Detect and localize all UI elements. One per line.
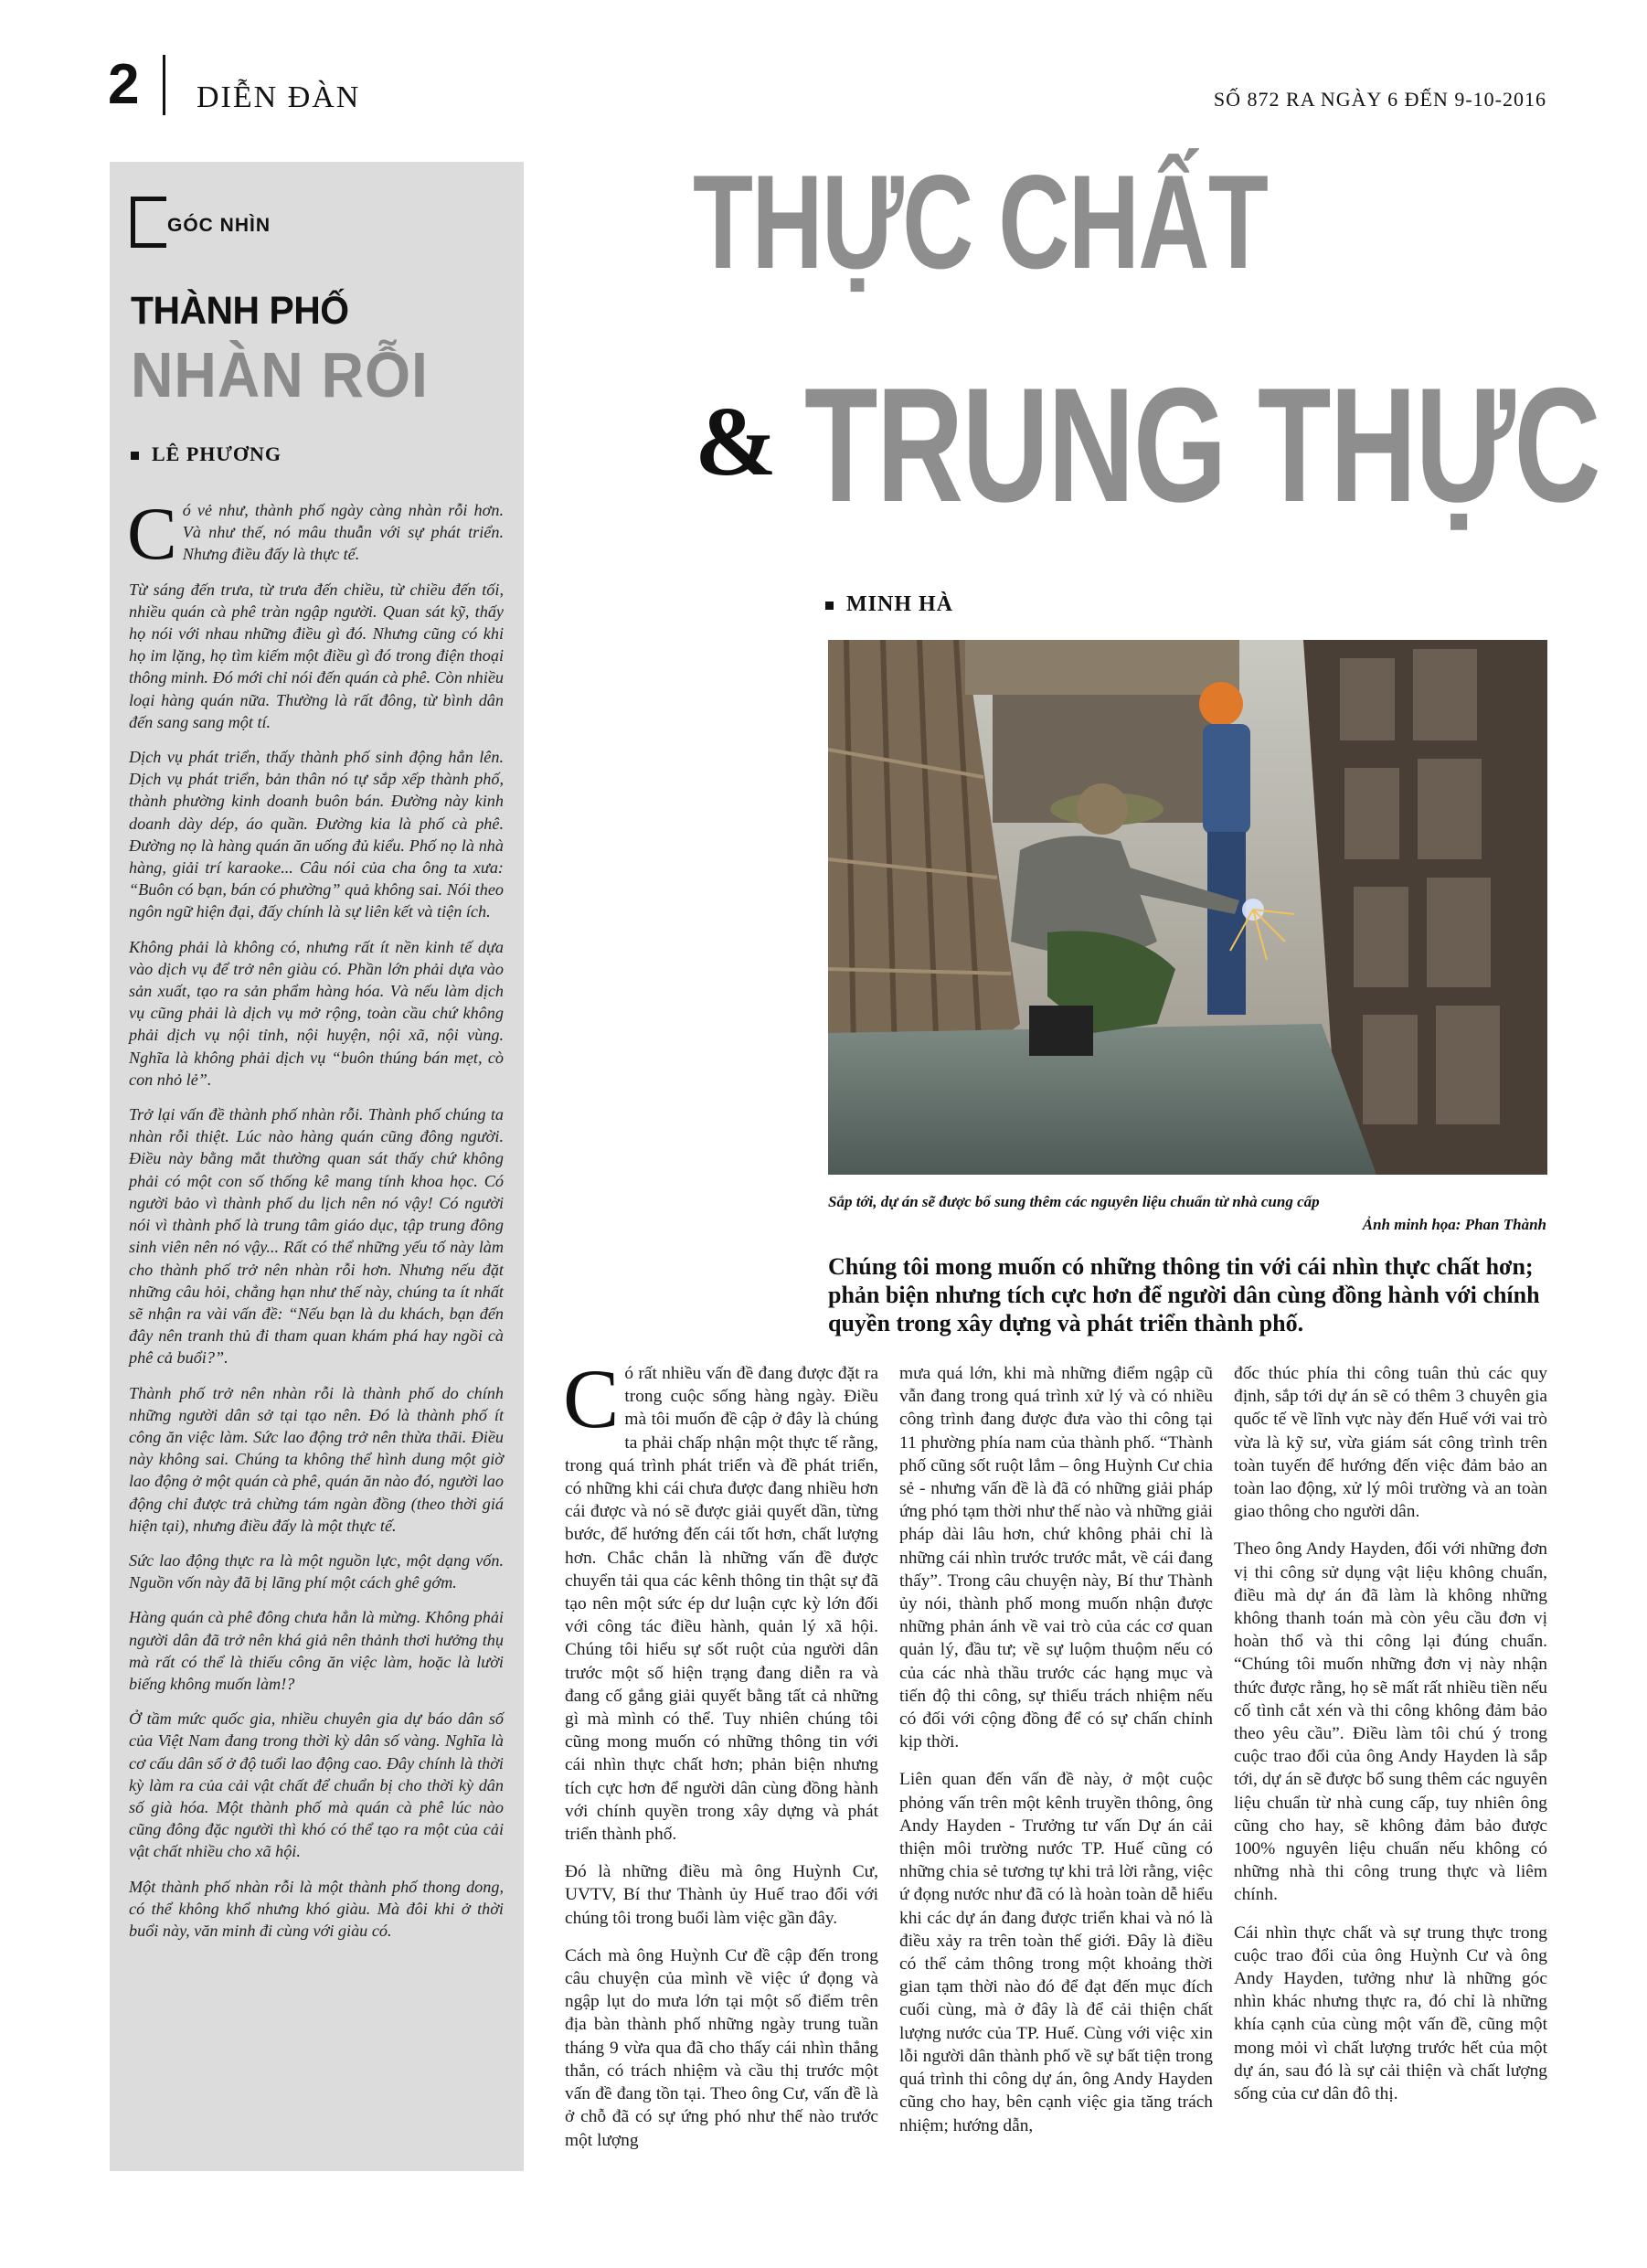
sidebar-first-paragraph: Có vẻ như, thành phố ngày càng nhàn rỗi hơn. Và như thế, nó mâu thuẫn với sự phát triển. Nhưng điều đấy là thực tế. — [127, 492, 504, 575]
article-column-2 — [899, 1362, 1213, 2152]
photo-credit: Ảnh minh họa: Phan Thành — [1362, 1216, 1546, 1233]
article-paragraph: Cái nhìn thực chất và sự trung thực trong cuộc trao đổi của ông Huỳnh Cư và ông Andy Hayden, tưởng như là những góc nhìn khác nhưng thực ra, đó chỉ là những khía cạnh của cùng một vấn đề, cũng một mong mỏi vì chất lượng trước hết của một dự án, sau đó là sự cải thiện và chất lượng sống của cư dân đô thị. — [1234, 1922, 1547, 2104]
article-title-line2: TRUNG THỰC — [804, 354, 1600, 536]
article-paragraph: đốc thúc phía thi công tuân thủ các quy định, sắp tới dự án sẽ có thêm 3 chuyên gia quốc tế về lĩnh vực này đến Huế với vai trò vừa là kỹ sư, vừa giám sát công trình trên toàn tuyến để hướng đến việc đảm bảo an toàn lao động, xử lý môi trường và an toàn giao thông cho người dân. — [1234, 1364, 1547, 1522]
article-column-1 — [563, 1352, 878, 2167]
sidebar-title-line2: NHÀN RỖI — [131, 339, 429, 410]
article-title-ampersand: & — [695, 388, 777, 496]
sidebar-paragraph: Dịch vụ phát triển, thấy thành phố sinh động hẳn lên. Dịch vụ phát triển, bản thân nó tự sắp xếp thành phố, thành phường kinh doanh buôn bán. Đường này kinh doanh dày dép, áo quần. Đường kia là phố cà phê. Đường nọ là hàng quán ăn uống đủ kiểu. Phố nọ là nhà hàng, giải trí karaoke... Câu nói của cha ông ta xưa: “Buôn có bạn, bán có phường” quả không sai. Nói theo ngôn ngữ hiện đại, đấy chính là sự liên kết và tiện ích. — [129, 748, 504, 921]
sidebar-author: LÊ PHƯƠNG — [152, 442, 282, 465]
page-number: 2 — [108, 53, 140, 116]
photo-caption: Sắp tới, dự án sẽ được bổ sung thêm các nguyên liệu chuẩn từ nhà cung cấp — [828, 1193, 1320, 1210]
article-paragraph: Liên quan đến vấn đề này, ở một cuộc phỏng vấn trên một kênh truyền thông, ông Andy Hayden - Trưởng tư vấn Dự án cải thiện môi trường nước TP. Huế cũng có những chia sẻ tương tự khi trả lời rằng, việc ứ đọng nước như đã có là hoàn toàn dễ hiểu khi các dự án đang được triển khai và nó là điều xảy ra trên toàn thế giới. Đây là điều có thể cảm thông trong một khoảng thời gian tạm thời nào đó để đạt đến mục đích cuối cùng, mà ở đây là để cải thiện chất lượng nước của TP. Huế. Cùng với việc xin lỗi người dân thành phố về sự bất tiện trong quá trình thi công dự án, ông Andy Hayden cũng cho hay, bên cạnh việc gia tăng trách nhiệm; hướng dẫn, — [899, 1770, 1213, 2135]
article-paragraph: Có rất nhiều vấn đề đang được đặt ra trong cuộc sống hàng ngày. Điều mà tôi muốn đề cập ở đây là chúng ta phải chấp nhận một thực tế rằng, trong quá trình phát triển và đề phát triển, có những khi cái chưa được đang nhiều hơn cái được và nó sẽ được giải quyết dần, từng bước, để hướng đến cái tốt hơn, chất lượng hơn. Chắc chắn là những vấn đề được chuyển tải qua các kênh thông tin thật sự đã tạo nên một sức ép dư luận cực kỳ lớn đối với công tác điều hành, quản lý xã hội. Chúng tôi hiểu sự sốt ruột của người dân trước một số hiện trạng đang diễn ra và đang cố gắng giải quyết bằng tất cả những gì mà mình có thể. Tuy nhiên chúng tôi cũng mong muốn có những thông tin với cái nhìn thực chất hơn; phản biện nhưng tích cực hơn để người dân cùng đồng hành với chính quyền trong xây dựng và phát triển thành phố. — [563, 1352, 878, 1845]
article-author: MINH HÀ — [846, 592, 953, 616]
sidebar-paragraph: Một thành phố nhàn rỗi là một thành phố thong dong, có thể không khổ nhưng khó giàu. Mà đôi khi ở thời buổi này, văn minh đi cùng với giàu có. — [129, 1877, 504, 1940]
article-dropcap: C — [563, 1352, 620, 1445]
bullet-square-icon — [825, 602, 834, 610]
sidebar-paragraph: Trở lại vấn đề thành phố nhàn rỗi. Thành phố chúng ta nhàn rỗi thiệt. Lúc nào hàng quán cũng đông người. Điều này bằng mắt thường quan sát thấy chứ không phải có một con số thống kê mang tính khoa học. Có người bảo vì thành phố du lịch nên nó vậy! Có người nói vì thành phố là trung tâm giáo dục, tập trung đông sinh viên nên nó vậy... Rất có thể những yếu tố này làm cho thành phố trở nên nhàn rỗi hơn. Nhưng nếu đặt những câu hỏi, chẳng hạn như thế này, chúng ta ít nhất sẽ nhận ra vài vấn đề: “Nếu bạn là du khách, bạn đến đây nên tranh thủ đi tham quan khám phá hay ngồi cà phê cả buổi?”. — [129, 1105, 504, 1368]
article-paragraph: Cách mà ông Huỳnh Cư đề cập đến trong câu chuyện của mình về việc ứ đọng và ngập lụt do mưa lớn tại một số điểm trên địa bàn thành phố những ngày trung tuần tháng 9 vừa qua đã cho thấy cái nhìn thẳng thắn, có trách nhiệm và cầu thị trước một vấn đề đang tồn tại. Theo ông Cư, vấn đề là ở chỗ đã có sự ứng phó như thế nào trước một lượng — [565, 1945, 878, 2150]
article-lead: Chúng tôi mong muốn có những thông tin với cái nhìn thực chất hơn; phản biện nhưng tích cực hơn để người dân cùng đồng hành với chính quyền trong xây dựng và phát triển thành phố. — [828, 1253, 1540, 1336]
article-photo — [828, 640, 1547, 1175]
sidebar-byline — [131, 442, 282, 466]
article-paragraph: Theo ông Andy Hayden, đối với những đơn vị thi công sử dụng vật liệu không chuẩn, điều mà dự án đã làm là không những không thanh toán mà còn yêu cầu đơn vị hoàn thổ và thi công lại đúng chuẩn. “Chúng tôi muốn những đơn vị này nhận thức được rằng, họ sẽ mất rất nhiều tiền nếu cố tình cắt xén và thi công không đảm bảo theo yêu cầu”. Điều làm tôi chú ý trong cuộc trao đổi của ông Andy Hayden là sắp tới, dự án sẽ được bổ sung thêm các nguyên liệu chuẩn từ nhà cung cấp, tuy nhiên ông cũng cho hay, sẽ không đảm bảo được 100% nguyên liệu chuẩn nếu không có những nhà thi công trung thực và liêm chính. — [1234, 1539, 1547, 1905]
article-paragraph: mưa quá lớn, khi mà những điểm ngập cũ vẫn đang trong quá trình xử lý và có nhiều công trình đang được đưa vào thi công tại 11 phường phía nam của thành phố. “Thành phố cũng sốt ruột lắm – ông Huỳnh Cư chia sẻ - nhưng vấn đề là đã có những giải pháp ứng phó tạm thời như thế nào và những giải pháp dài lâu hơn, chứ không phải chỉ là những cái nhìn trước trước mắt, về cái đang thấy”. Trong câu chuyện này, Bí thư Thành ủy nói, thành phố mong muốn nhận được những phản ánh về vai trò của các cơ quan quản lý, đầu tư; về sự luộm thuộm nếu có của các nhà thầu trước các hạng mục và tiến độ thi công, sự thiếu trách nhiệm nếu có đối với cộng đồng để có sự chấn chỉnh kịp thời. — [899, 1364, 1213, 1752]
sidebar-paragraph: Ở tầm mức quốc gia, nhiều chuyên gia dự báo dân số của Việt Nam đang trong thời kỳ dân số vàng. Nghĩa là cơ cấu dân số ở độ tuổi lao động cao. Đây chính là thời kỳ làm ra của cải vật chất để chuẩn bị cho thời kỳ dân số già hóa. Một thành phố mà quán cà phê lúc nào cũng đông đặc người thì khó có thể tạo ra một của cải vật chất nhiều cho xã hội. — [129, 1709, 504, 1861]
bullet-square-icon — [131, 452, 139, 460]
sidebar-paragraph: Thành phố trở nên nhàn rỗi là thành phố do chính những người dân sở tại tạo nên. Đó là thành phố ít công ăn việc làm. Sức lao động trở nên thừa thãi. Điều này không sai. Chúng ta không thể hình dung một giờ lao động ở một quán cà phê, quán ăn nào đó, người lao động chỉ được trả chừng tám ngàn đồng (theo thời giá hiện tại), nhưng điều đấy là một thực tế. — [129, 1383, 504, 1535]
issue-date: SỐ 872 RA NGÀY 6 ĐẾN 9-10-2016 — [1213, 88, 1546, 111]
sidebar-body — [127, 492, 504, 1954]
article-title-line1: THỰC CHẤT — [693, 147, 1268, 296]
article-byline — [825, 592, 953, 617]
article-paragraph: Đó là những điều mà ông Huỳnh Cư, UVTV, Bí thư Thành ủy Huế trao đổi với chúng tôi trong buổi làm việc gần đây. — [565, 1862, 878, 1928]
sidebar-paragraph: Không phải là không có, nhưng rất ít nền kinh tế dựa vào dịch vụ để trở nên giàu có. Phần lớn phải dựa vào sản xuất, tạo ra sản phẩm hàng hóa. Và nếu làm dịch vụ cũng phải là dịch vụ mở rộng, toàn cầu chứ không phải dịch vụ nội tỉnh, nội huyện, nội xã, nội vùng. Nghĩa là không phải dịch vụ “buôn thúng bán mẹt, cò con nhỏ lẻ”. — [129, 937, 504, 1089]
sidebar-title-line1: THÀNH PHỐ — [131, 289, 349, 333]
sidebar-kicker: GÓC NHÌN — [167, 215, 271, 236]
kicker-bracket-icon — [131, 197, 166, 248]
section-name: DIỄN ĐÀN — [197, 80, 361, 114]
sidebar-paragraph: Hàng quán cà phê đông chưa hẳn là mừng. Không phải người dân đã trở nên khá giả nên thảnh thơi hưởng thụ mà rất có thể là thiếu công ăn việc làm, hoặc là lười biếng không muốn làm!? — [129, 1608, 504, 1693]
article-column-3 — [1234, 1362, 1547, 2120]
sidebar-paragraph: Từ sáng đến trưa, từ trưa đến chiều, từ chiều đến tối, nhiều quán cà phê tràn ngập người. Quan sát kỹ, thấy họ nói với nhau những điều gì đó. Nhưng cũng có khi họ im lặng, họ tìm kiếm một điều gì đó trong điện thoại thông minh. Đó mới chỉ nói đến quán cà phê. Còn nhiều loại hàng quán nữa. Thường là rất đông, từ bình dân đến sang sang một tí. — [129, 580, 504, 731]
welder-photo-illustration — [828, 640, 1547, 1175]
sidebar-dropcap: C — [127, 492, 177, 575]
sidebar-paragraph: Sức lao động thực ra là một nguồn lực, một dạng vốn. Nguồn vốn này đã bị lãng phí một cách ghê gớm. — [129, 1550, 504, 1592]
header-divider — [163, 55, 165, 115]
